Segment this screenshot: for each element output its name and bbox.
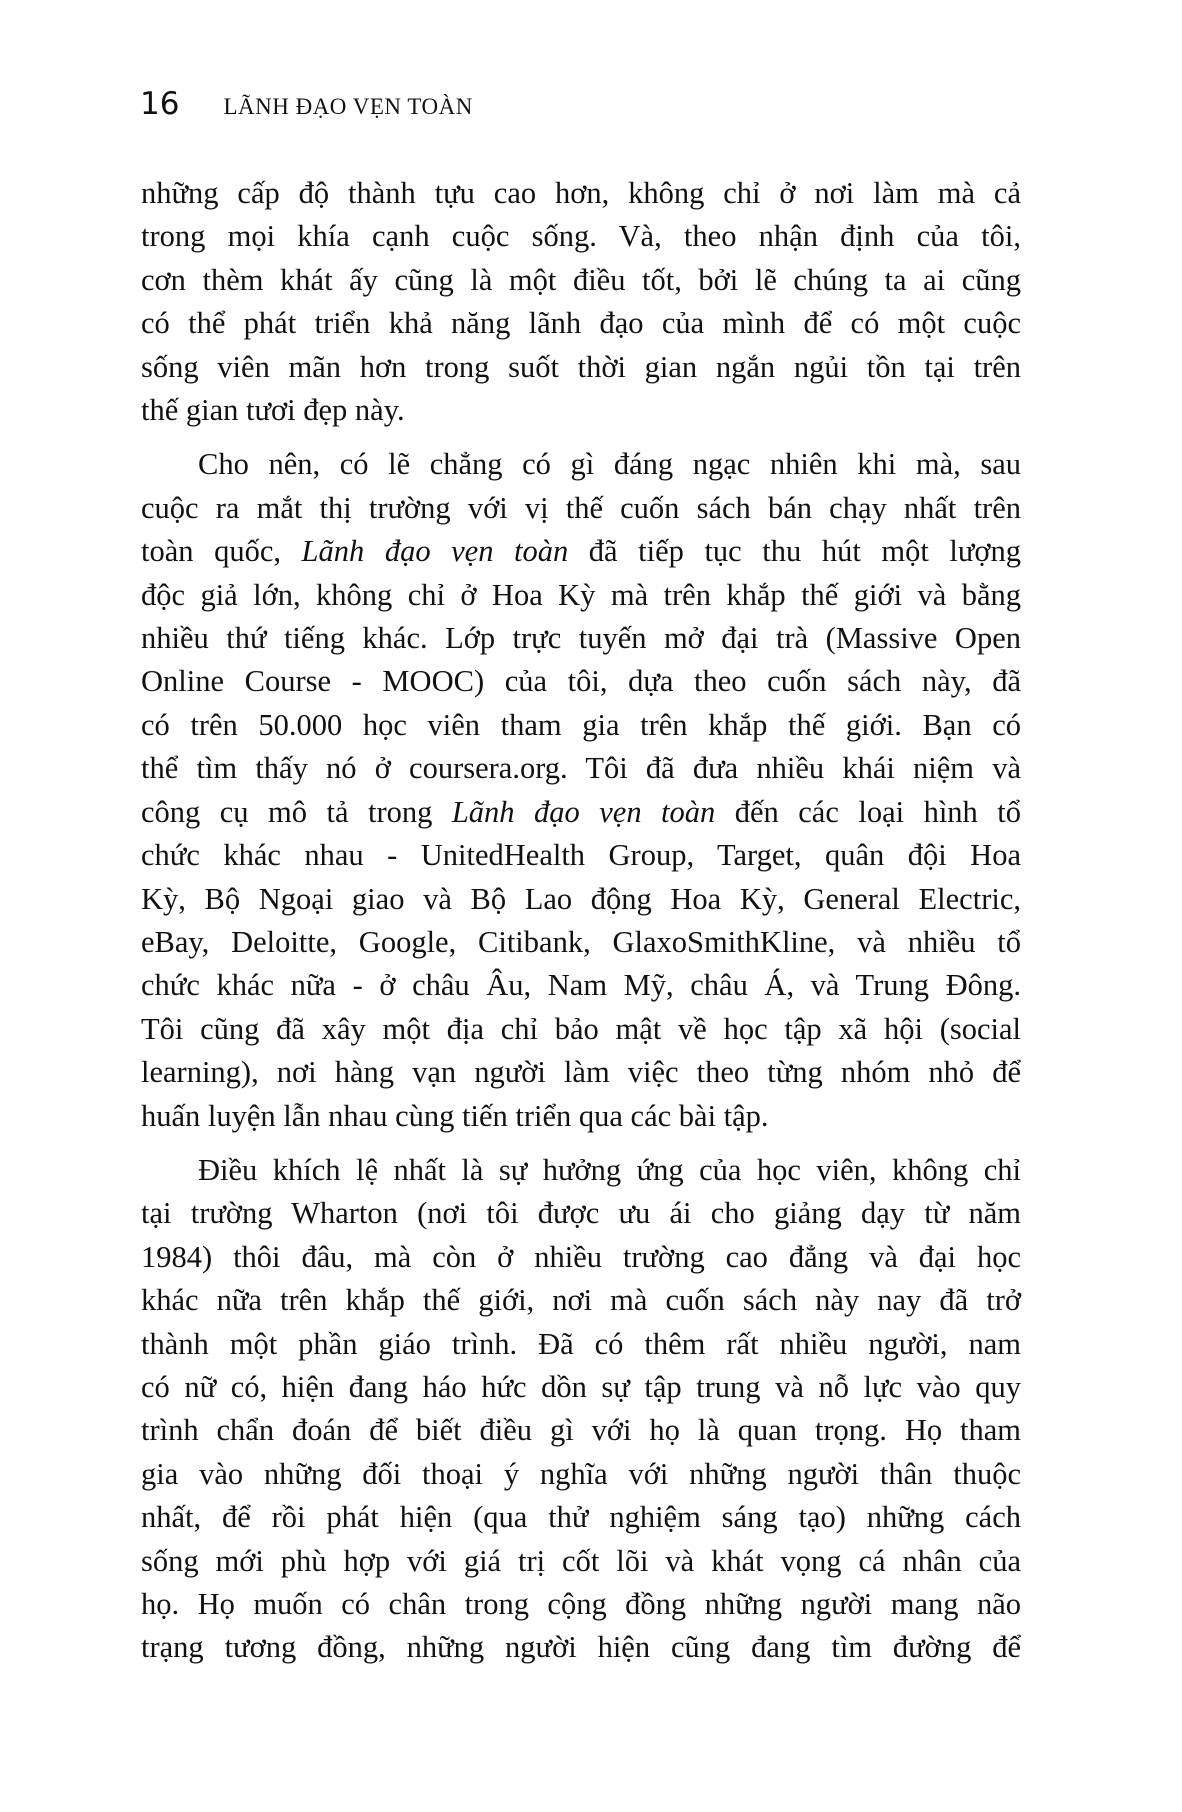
text-run: có trên 50.000 học viên tham gia trên khắp thế giới. Bạn có	[141, 707, 1021, 742]
text-line	[141, 1626, 1021, 1669]
text-run: họ. Họ muốn có chân trong cộng đồng những người mang não	[141, 1587, 1021, 1621]
text-line	[141, 259, 1021, 302]
text-run: thể tìm thấy nó ở coursera.org. Tôi đã đưa nhiều khái niệm và	[141, 751, 1021, 786]
text-run: Kỳ, Bộ Ngoại giao và Bộ Lao động Hoa Kỳ, General Electric,	[141, 881, 1021, 916]
text-line	[141, 346, 1021, 389]
text-line	[141, 1008, 1021, 1051]
text-run: trạng tương đồng, những người hiện cũng đang tìm đường để	[141, 1630, 1021, 1665]
text-run: Điều khích lệ nhất là sự hưởng ứng của học viên, không chỉ	[198, 1152, 1021, 1187]
text-line	[141, 660, 1021, 703]
text-line	[141, 921, 1021, 964]
text-run: gia vào những đối thoại ý nghĩa với những người thân thuộc	[141, 1456, 1021, 1491]
text-line	[141, 302, 1021, 345]
text-run: đã tiếp tục thu hút một lượng	[568, 534, 1021, 569]
text-run: có thể phát triển khả năng lãnh đạo của mình để có một cuộc	[141, 306, 1021, 341]
paragraph	[141, 1149, 1021, 1670]
text-line	[141, 172, 1021, 215]
text-line	[141, 1366, 1021, 1409]
text-line	[141, 443, 1021, 486]
text-run: cuộc ra mắt thị trường với vị thế cuốn sách bán chạy nhất trên	[141, 490, 1021, 525]
text-run: Tôi cũng đã xây một địa chỉ bảo mật về học tập xã hội (social	[141, 1011, 1021, 1046]
text-run: nhiều thứ tiếng khác. Lớp trực tuyến mở đại trà (Massive Open	[141, 621, 1021, 656]
text-line	[141, 1323, 1021, 1366]
text-line	[141, 1279, 1021, 1322]
text-run: trong mọi khía cạnh cuộc sống. Và, theo nhận định của tôi,	[141, 219, 1021, 254]
text-run: learning), nơi hàng vạn người làm việc theo từng nhóm nhỏ để	[141, 1055, 1021, 1090]
text-line	[141, 878, 1021, 921]
italic-book-title: Lãnh đạo vẹn toàn	[451, 794, 716, 829]
page-number: 16	[140, 86, 180, 122]
text-line	[141, 834, 1021, 877]
text-line	[141, 747, 1021, 790]
text-line	[141, 1409, 1021, 1452]
text-run: Cho nên, có lẽ chẳng có gì đáng ngạc nhiên khi mà, sau	[198, 447, 1021, 482]
text-line	[141, 617, 1021, 660]
text-run: chức khác nhau - UnitedHealth Group, Target, quân đội Hoa	[141, 838, 1021, 873]
text-line	[141, 1051, 1021, 1094]
text-line	[141, 704, 1021, 747]
text-run: cơn thèm khát ấy cũng là một điều tốt, bởi lẽ chúng ta ai cũng	[141, 262, 1021, 297]
paragraph	[141, 443, 1021, 1138]
text-run: sống mới phù hợp với giá trị cốt lõi và khát vọng cá nhân của	[141, 1543, 1021, 1578]
text-line	[141, 389, 1021, 432]
text-line	[141, 1236, 1021, 1279]
text-line	[141, 1095, 1021, 1138]
text-run: khác nữa trên khắp thế giới, nơi mà cuốn sách này nay đã trở	[141, 1283, 1021, 1318]
text-run: tại trường Wharton (nơi tôi được ưu ái cho giảng dạy từ năm	[141, 1196, 1021, 1231]
text-line	[141, 1453, 1021, 1496]
text-run: toàn quốc,	[141, 534, 302, 569]
text-run: sống viên mãn hơn trong suốt thời gian ngắn ngủi tồn tại trên	[141, 349, 1021, 384]
text-run: thế gian tươi đẹp này.	[141, 393, 405, 428]
text-run: công cụ mô tả trong	[141, 794, 452, 829]
text-line	[141, 791, 1021, 834]
text-line	[141, 1496, 1021, 1539]
text-run: nhất, để rồi phát hiện (qua thử nghiệm sáng tạo) những cách	[141, 1500, 1021, 1535]
italic-book-title: Lãnh đạo vẹn toàn	[301, 534, 569, 569]
running-title: LÃNH ĐẠO VẸN TOÀN	[223, 94, 473, 119]
text-run: 1984) thôi đâu, mà còn ở nhiều trường cao đẳng và đại học	[141, 1239, 1021, 1274]
text-run: eBay, Deloitte, Google, Citibank, GlaxoSmithKline, và nhiều tổ	[141, 924, 1021, 959]
text-line	[141, 1149, 1021, 1192]
running-header	[140, 86, 473, 126]
text-run: có nữ có, hiện đang háo hức dồn sự tập trung và nỗ lực vào quy	[141, 1369, 1021, 1404]
text-run: thành một phần giáo trình. Đã có thêm rất nhiều người, nam	[141, 1326, 1021, 1361]
text-run: huấn luyện lẫn nhau cùng tiến triển qua các bài tập.	[141, 1098, 769, 1133]
text-line	[141, 487, 1021, 530]
text-line	[141, 1192, 1021, 1235]
body-text	[141, 172, 1021, 1670]
text-run: độc giả lớn, không chỉ ở Hoa Kỳ mà trên khắp thế giới và bằng	[141, 577, 1021, 612]
text-line	[141, 1583, 1021, 1626]
text-line	[141, 964, 1021, 1007]
paragraph	[141, 172, 1021, 432]
text-line	[141, 530, 1021, 573]
text-line	[141, 574, 1021, 617]
text-line	[141, 1540, 1021, 1583]
text-run: những cấp độ thành tựu cao hơn, không chỉ ở nơi làm mà cả	[141, 176, 1021, 210]
text-run: đến các loại hình tổ	[715, 794, 1021, 829]
text-run: trình chẩn đoán để biết điều gì với họ là quan trọng. Họ tham	[141, 1413, 1021, 1448]
text-run: chức khác nữa - ở châu Âu, Nam Mỹ, châu Á, và Trung Đông.	[141, 968, 1021, 1003]
text-run: Online Course - MOOC) của tôi, dựa theo cuốn sách này, đã	[141, 664, 1021, 699]
text-line	[141, 215, 1021, 258]
